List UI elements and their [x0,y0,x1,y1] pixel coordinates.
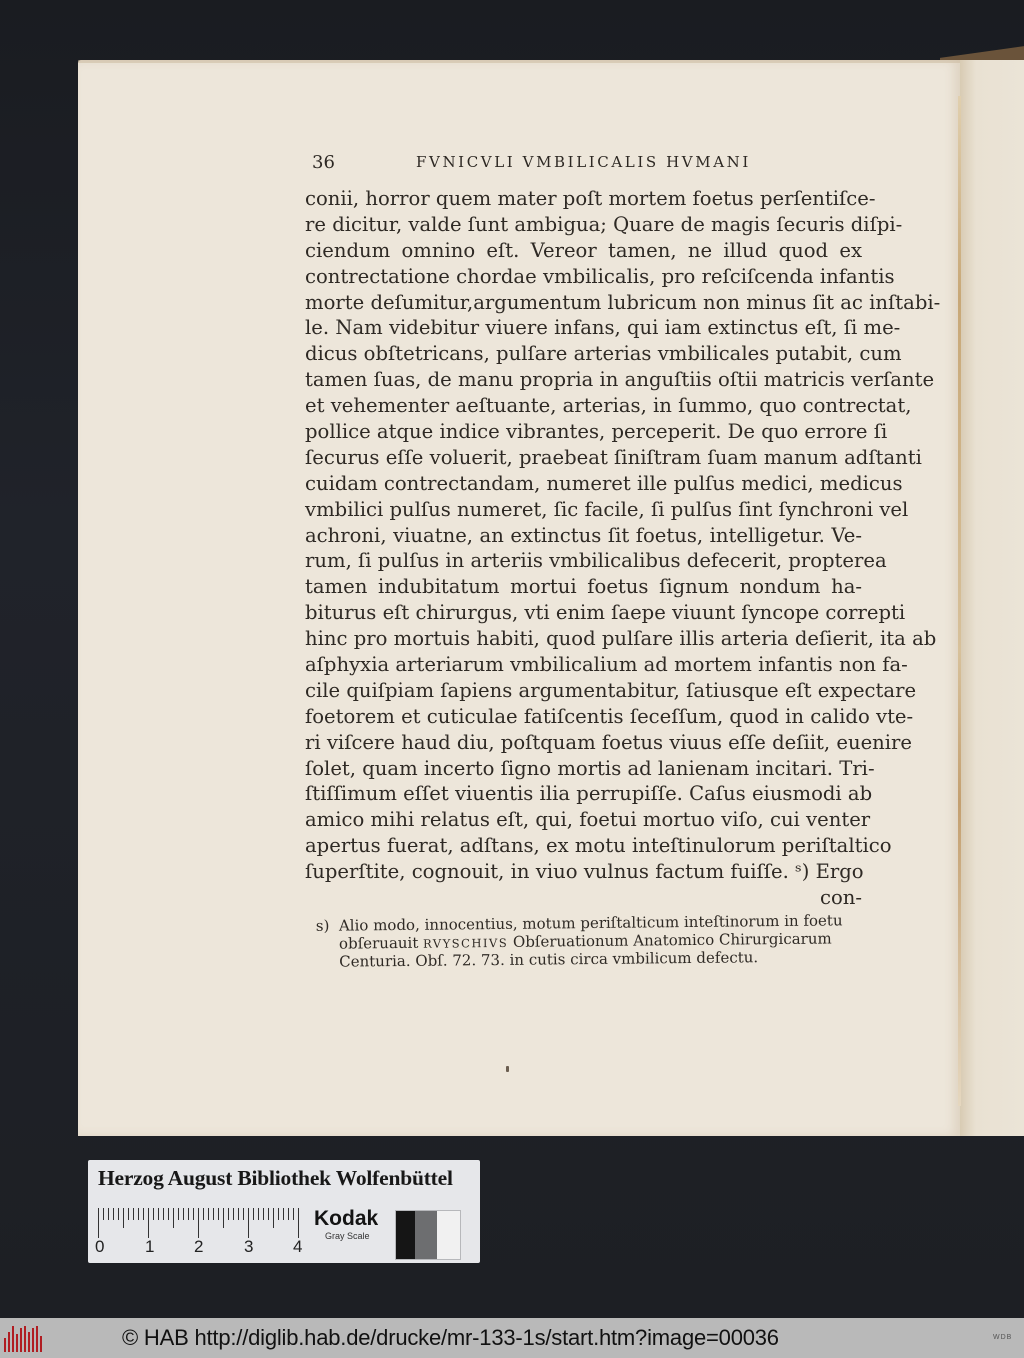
ruler-tick [113,1208,114,1220]
text-line: biturus eſt chirurgus, vti enim ſaepe viuunt ſyncope correpti [305,601,906,625]
ruler-number: 0 [95,1237,105,1256]
ruler-tick [263,1208,264,1220]
text-line: amico mihi relatus eſt, qui, foetui mortuo viſo, cui venter [305,808,871,832]
text-line: re dicitur, valde ſunt ambigua; Quare de magis ſecuris diſpi- [305,212,903,236]
ruler-tick [253,1208,254,1220]
page-header [312,152,864,176]
ruler-tick [168,1208,169,1220]
text-line: vmbilici pulſus numeret, ſic facile, ſi pulſus ſint ſynchroni vel [305,497,909,521]
footnote-line-3: Centuria. Obſ. 72. 73. in cutis circa vmbilicum defectu. [339,948,759,971]
ruler-tick [218,1208,219,1220]
ruler-tick [233,1208,234,1220]
swatch-gray [415,1211,437,1259]
cm-ruler [95,1208,308,1258]
running-head: FVNICVLI VMBILICALIS HVMANI [416,153,751,171]
hab-logo-icon [4,1326,44,1352]
footnote [316,912,869,971]
text-line: cile quiſpiam ſapiens argumentabitur, ſatiusque eſt expectare [305,678,917,702]
ruler-tick [188,1208,189,1220]
ruler-tick [123,1208,124,1228]
footnote-text: Alio modo, innocentius, motum periſtalticum inteſtinorum in foetu [338,911,843,935]
text-line: pollice atque indice vibrantes, perceperit. De quo errore ſi [305,420,888,444]
text-line: apertus fuerat, adſtans, ex motu inteſtinulorum periſtaltico [305,834,892,858]
ruler-tick [138,1208,139,1220]
ruler-tick [228,1208,229,1220]
ruler-tick [258,1208,259,1220]
ruler-tick [158,1208,159,1220]
ruler-tick [248,1208,249,1238]
text-line: ſtiſſimum eſſet viuentis ilia perrupiſſe. Caſus eiusmodi ab [305,782,873,806]
paper-speck [506,1066,509,1072]
text-line: achroni, viuatne, an extinctus ſit foetus, intelligetur. Ve- [305,523,862,547]
ruler-tick [298,1208,299,1238]
catchword: con- [819,886,862,910]
text-line: hinc pro mortuis habiti, quod pulſare illis arteria deſierit, ita ab [305,627,937,651]
swatch-white [437,1211,460,1259]
ruler-tick [238,1208,239,1220]
text-line: tamen ſuas, de manu propria in anguſtiis oſtii matricis verſante [305,368,935,392]
text-line: morte deſumitur,argumentum lubricum non minus ſit ac inſtabi- [305,290,941,314]
ruler-number: 3 [244,1237,254,1256]
text-line: tamen indubitatum mortui foetus ſignum nondum ha- [305,575,862,599]
text-line: et vehementer aeſtuante, arterias, in ſummo, quo contrectat, [305,394,912,418]
ruler-tick [118,1208,119,1220]
ruler-tick [148,1208,149,1238]
ruler-number: 4 [293,1237,303,1256]
gray-scale-swatches [395,1210,461,1260]
ruler-tick [283,1208,284,1220]
page-body-text [305,186,941,911]
text-line: cuidam contrectandam, numeret ille pulſus medici, medicus [305,471,903,495]
ruler-tick [163,1208,164,1220]
footnote-text: Obſeruationum Anatomico Chirurgicarum [512,928,832,951]
text-line: ſuperſtite, cognouit, in viuo vulnus factum fuiſſe. ˢ) Ergo [305,860,864,884]
text-line: ſolet, quam incerto ſigno mortis ad lanienam incitari. Tri- [305,756,875,780]
ruler-tick [288,1208,289,1220]
footnote-author-name: RVYSCHIVS [423,935,509,951]
ruler-tick [203,1208,204,1220]
text-line: ri viſcere haud diu, poſtquam foetus viuus eſſe deſiit, euenire [305,730,913,754]
book-spine [958,96,961,1106]
library-name: Herzog August Bibliothek Wolfenbüttel [98,1166,453,1190]
swatch-black [396,1211,415,1259]
wdb-badge: WDB [993,1334,1013,1341]
copyright-url[interactable]: © HAB http://diglib.hab.de/drucke/mr-133-1s/start.htm?image=00036 [122,1325,779,1350]
footnote-text: obſeruauit [338,933,419,953]
text-line: ciendum omnino eſt. Vereor tamen, ne illud quod ex [305,238,862,262]
footer-bar [0,1318,1024,1358]
ruler-number: 2 [194,1237,204,1256]
text-line: dicus obſtetricans, pulſare arterias vmbilicales putabit, cum [305,342,902,366]
ruler-tick [178,1208,179,1220]
ruler-tick [98,1208,99,1238]
ruler-tick [153,1208,154,1220]
ruler-tick [243,1208,244,1220]
text-line: contrectatione chordae vmbilicalis, pro reſciſcenda infantis [305,264,895,288]
kodak-logo: Kodak [314,1207,379,1230]
text-line: rum, ſi pulſus in arteriis vmbilicalibus defecerit, propterea [305,549,887,573]
text-line: le. Nam videbitur viuere infans, qui iam extinctus eſt, ſi me- [305,316,901,340]
ruler-tick [173,1208,174,1228]
page-number: 36 [312,152,335,173]
ruler-tick [223,1208,224,1228]
ruler-tick [183,1208,184,1220]
facing-page [960,60,1024,1136]
gray-scale-label: Gray Scale [325,1231,370,1241]
ruler-tick [268,1208,269,1220]
ruler-tick [108,1208,109,1220]
ruler-tick [193,1208,194,1220]
ruler-tick [133,1208,134,1220]
ruler-tick [103,1208,104,1220]
ruler-tick [143,1208,144,1220]
footnote-marker: s) [315,916,330,935]
ruler-tick [213,1208,214,1220]
text-line: aſphyxia arteriarum vmbilicalium ad mortem infantis non fa- [305,653,908,677]
calibration-card [88,1160,480,1263]
ruler-number: 1 [145,1237,155,1256]
text-line: ſecurus eſſe voluerit, praebeat ſiniſtram ſuam manum adſtanti [305,445,922,469]
text-line: conii, horror quem mater poſt mortem foetus perſentiſce- [305,187,876,210]
text-line: foetorem et cuticulae fatiſcentis ſeceſſum, quod in calido vte- [305,704,914,728]
ruler-tick [208,1208,209,1220]
ruler-tick [128,1208,129,1220]
ruler-tick [198,1208,199,1238]
ruler-tick [278,1208,279,1220]
ruler-tick [293,1208,294,1220]
ruler-tick [273,1208,274,1228]
